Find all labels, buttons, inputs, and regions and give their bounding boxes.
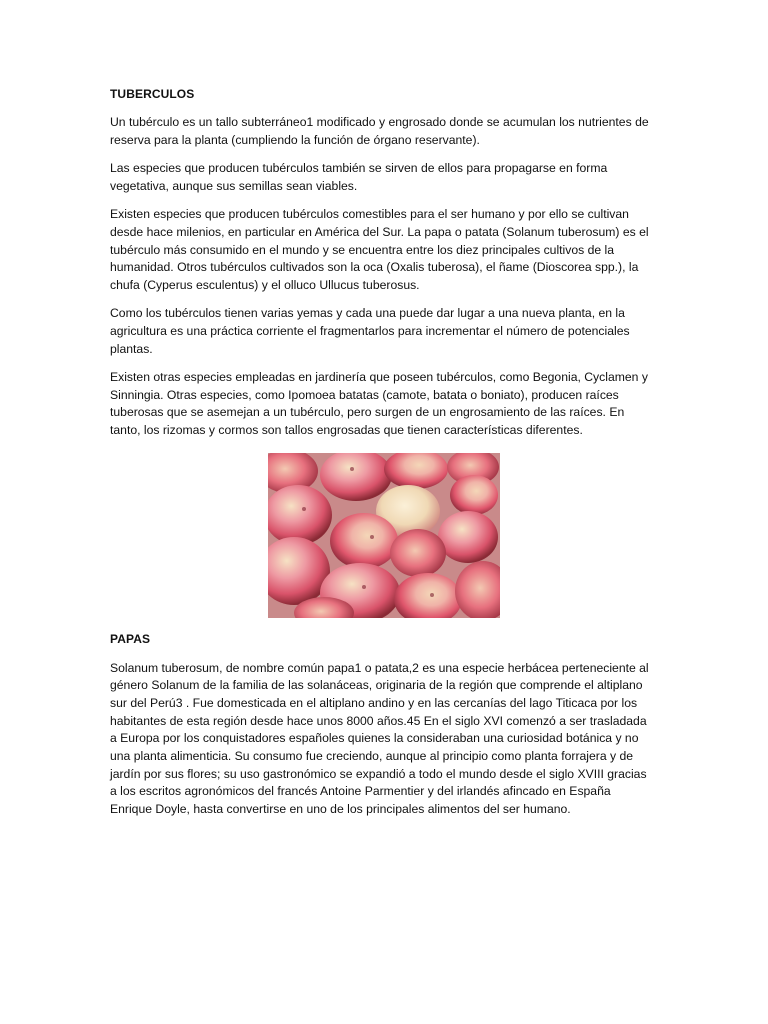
section-title-papas: PAPAS bbox=[110, 631, 151, 646]
paragraph-garden-species: Existen otras especies empleadas en jardinería que poseen tubérculos, como Begonia, Cyclamen y Sinningia. Otras especies, como Ipomoea batatas (camote, batata o boniato), producen raíces tuberosas que se asemejan a un tubérculo, pero surgen de un engrosamiento de las raíces. En tanto, los rizomas y cormos son tallos engrosadas que tienen características diferentes. bbox=[110, 370, 648, 437]
figure-container bbox=[110, 453, 655, 618]
paragraph-tuberculo-definition: Un tubérculo es un tallo subterráneo1 modificado y engrosado donde se acumulan los nutrientes de reserva para la planta (cumpliendo la función de órgano reservante). bbox=[110, 115, 649, 147]
paragraph-edible-species: Existen especies que producen tubérculos comestibles para el ser humano y por ello se cultivan desde hace milenios, en particular en América del Sur. La papa o patata (Solanum tuberosum) es el tubérculo más consumido en el mundo y se encuentra entre los diez principales cultivos de la humanidad. Otros tubérculos cultivados son la oca (Oxalis tuberosa), el ñame (Dioscorea spp.), la chufa (Cyperus esculentus) y el olluco Ullucus tuberosus. bbox=[110, 207, 649, 292]
tubers-photo-illustration bbox=[268, 453, 500, 618]
tubers-photo bbox=[268, 453, 500, 618]
document-body bbox=[110, 86, 655, 830]
paragraph-papas: Solanum tuberosum, de nombre común papa1 o patata,2 es una especie herbácea perteneciente al género Solanum de la familia de las solanáceas, originaria de la región que comprende el altiplano sur del Perú3 . Fue domesticada en el altiplano andino y en las cercanías del lago Titicaca por los habitantes de esta región desde hace unos 8000 años.45 En el siglo XVI comenzó a ser trasladada a Europa por los conquistadores españoles quienes la consideraban una curiosidad botánica y no una planta alimenticia. Su consumo fue creciendo, aunque al principio como planta forrajera y de jardín por sus flores; su uso gastronómico se expandió a todo el mundo desde el siglo XVIII gracias a los escritos agronómicos del francés Antoine Parmentier y del irlandés afincado en España Enrique Doyle, hasta convertirse en uno de los principales alimentos del ser humano. bbox=[110, 660, 649, 817]
paragraph-fragmentation: Como los tubérculos tienen varias yemas y cada una puede dar lugar a una nueva planta, en la agricultura es una práctica corriente el fragmentarlos para incrementar el número de potenciales plantas. bbox=[110, 306, 630, 356]
paragraph-propagation: Las especies que producen tubérculos también se sirven de ellos para propagarse en forma vegetativa, aunque sus semillas sean viables. bbox=[110, 161, 608, 193]
section-title-tuberculos: TUBERCULOS bbox=[110, 87, 195, 101]
